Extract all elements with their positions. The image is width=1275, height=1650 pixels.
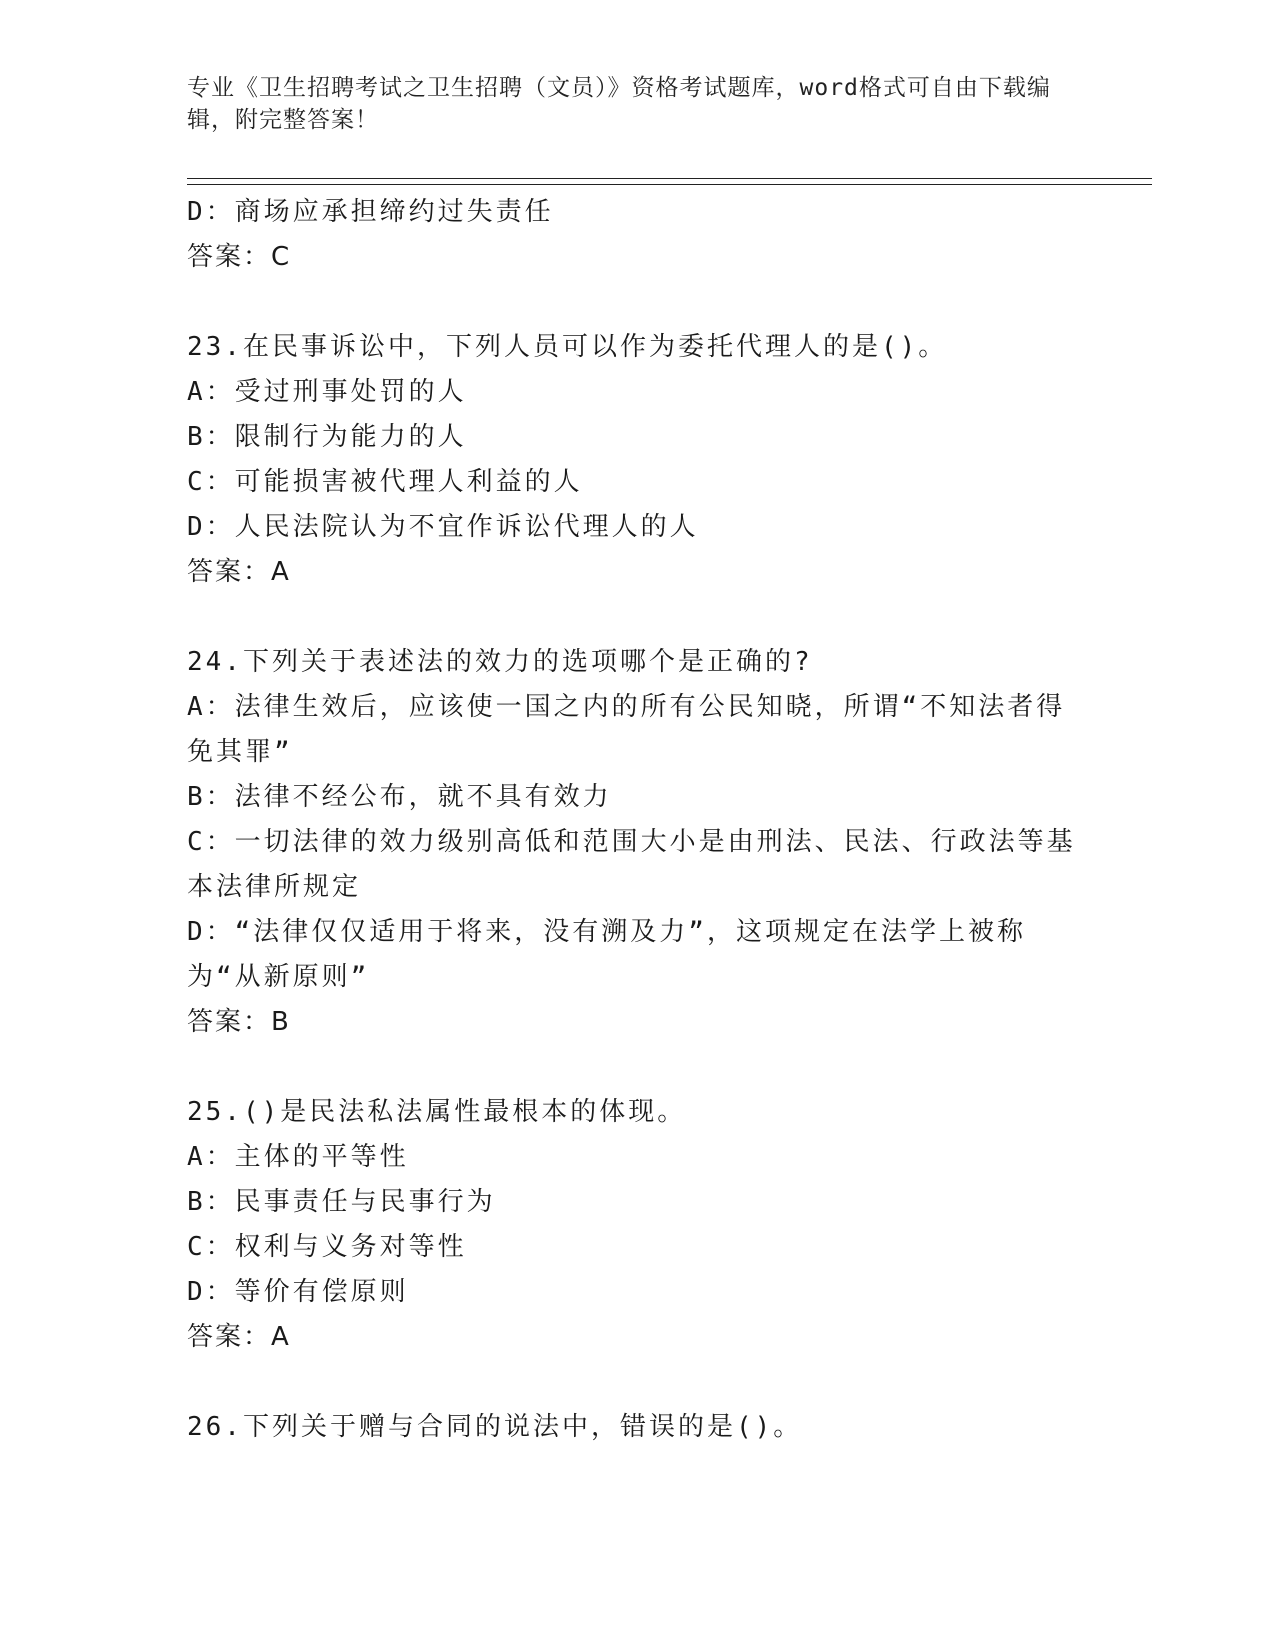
page-header: 专业《卫生招聘考试之卫生招聘（文员）》资格考试题库，word格式可自由下载编辑，附完整答案！ <box>187 75 1051 133</box>
option-b: B：法律不经公布，就不具有效力 <box>187 782 612 812</box>
option-d: D：等价有偿原则 <box>187 1277 409 1307</box>
option-b: B：民事责任与民事行为 <box>187 1187 496 1217</box>
option-a: A：主体的平等性 <box>187 1142 409 1172</box>
option-d: D：商场应承担缔约过失责任 <box>187 197 554 227</box>
question-title: 26.下列关于赠与合同的说法中，错误的是()。 <box>187 1412 803 1442</box>
answer-line: 答案：B <box>187 1007 291 1037</box>
option-a: A：法律生效后，应该使一国之内的所有公民知晓，所谓“不知法者得免其罪” <box>187 692 1066 767</box>
option-c: C：一切法律的效力级别高低和范围大小是由刑法、民法、行政法等基本法律所规定 <box>187 827 1076 902</box>
spacer <box>187 1360 1087 1405</box>
spacer <box>187 280 1087 325</box>
header-divider <box>187 178 1152 185</box>
option-d: D：“法律仅仅适用于将来，没有溯及力”，这项规定在法学上被称为“从新原则” <box>187 917 1026 992</box>
answer-line: 答案：A <box>187 557 291 587</box>
option-b: B：限制行为能力的人 <box>187 422 467 452</box>
answer-line: 答案：C <box>187 242 292 272</box>
question-content <box>187 190 1087 1450</box>
question-title: 24.下列关于表述法的效力的选项哪个是正确的? <box>187 647 813 677</box>
option-c: C：可能损害被代理人利益的人 <box>187 467 583 497</box>
question-title: 23.在民事诉讼中，下列人员可以作为委托代理人的是()。 <box>187 332 948 362</box>
answer-line: 答案：A <box>187 1322 291 1352</box>
option-c: C：权利与义务对等性 <box>187 1232 467 1262</box>
option-d: D：人民法院认为不宜作诉讼代理人的人 <box>187 512 699 542</box>
option-a: A：受过刑事处罚的人 <box>187 377 467 407</box>
question-title: 25.()是民法私法属性最根本的体现。 <box>187 1097 687 1127</box>
spacer <box>187 1045 1087 1090</box>
spacer <box>187 595 1087 640</box>
